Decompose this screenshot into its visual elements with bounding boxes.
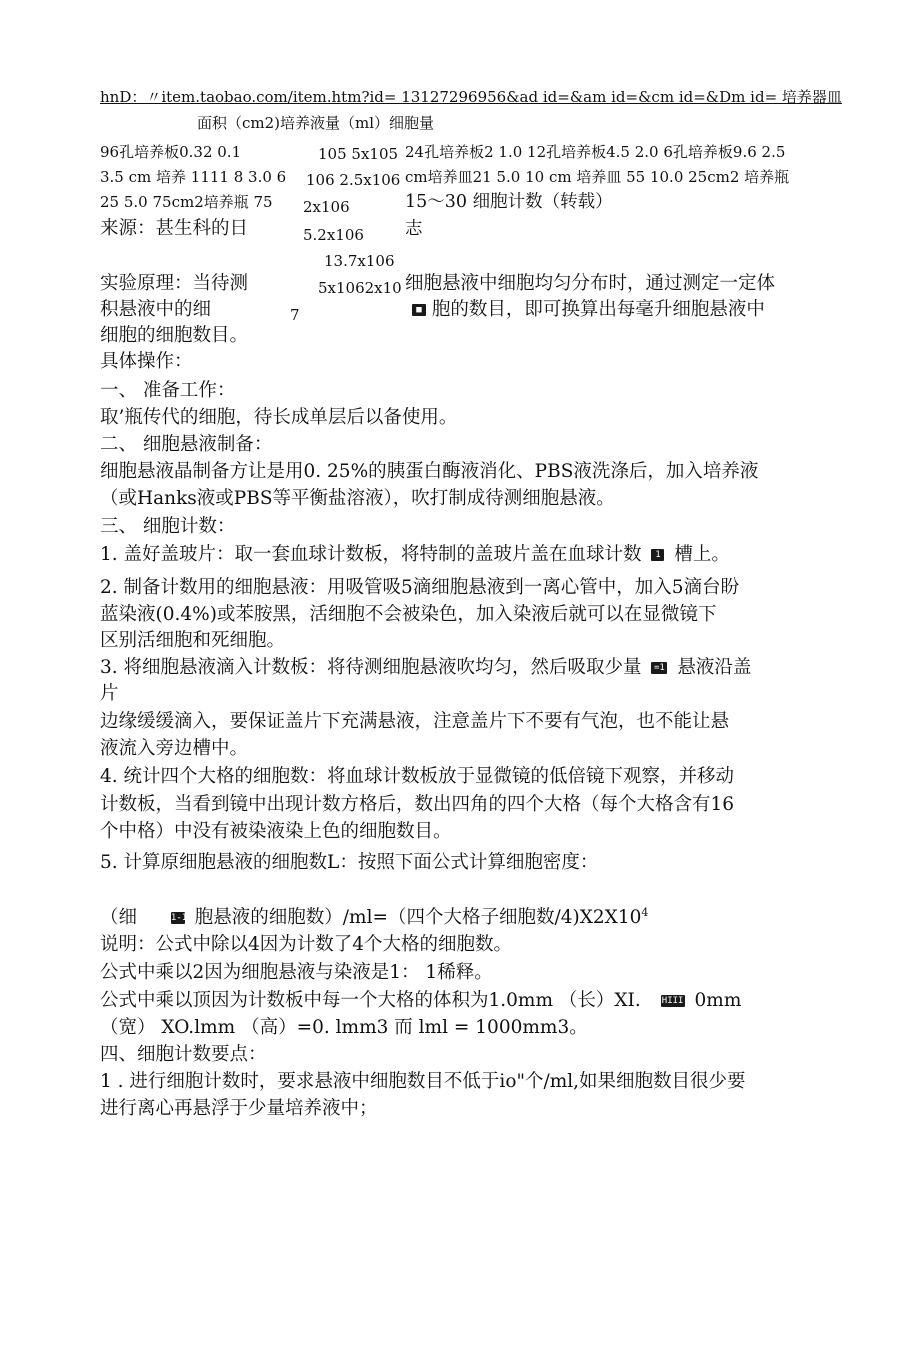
source-url-text: hnD：〃item.taobao.com/item.htm?id= 13127296956&ad id=&am id=&cm id=&Dm id= 培养器皿 — [100, 88, 842, 106]
table-cell: 2x106 — [303, 198, 350, 216]
table-cell: 3.5 cm 培养 1111 8 3.0 6 — [100, 168, 287, 186]
table-cell: 25 5.0 75cm2培养瓶 75 — [100, 193, 273, 211]
table-cell: 13.7x106 — [324, 252, 395, 270]
note: 说明：公式中除以4因为计数了4个大格的细胞数。 — [100, 934, 513, 955]
table-cell: 24孔培养板2 1.0 12孔培养板4.5 2.0 6孔培养板9.6 2.5 — [405, 143, 786, 161]
step-4: 个中格）中没有被染液染上色的细胞数目。 — [100, 821, 452, 842]
principle-text: 细胞的细胞数目。 — [100, 325, 249, 346]
step-3-text-cont: 悬液沿盖 — [677, 657, 752, 678]
step-2: 2. 制备计数用的细胞悬液：用吸管吸5滴细胞悬液到一离心管中，加入5滴台盼 — [100, 577, 740, 598]
table-cell: cm培养皿21 5.0 10 cm 培养皿 55 10.0 25cm2 培养瓶 — [405, 168, 790, 186]
table-cell: 106 2.5x106 — [306, 171, 401, 189]
note — [100, 990, 741, 1012]
note-text: 公式中乘以顶因为计数板中每一个大格的体积为1.0mm （长）XI. — [100, 990, 641, 1011]
note: 公式中乘以2因为细胞悬液与染液是1： 1稀释。 — [100, 962, 493, 983]
section-title: 15〜30 细胞计数（转载） — [405, 192, 613, 212]
glyph-artifact-icon: HIII — [661, 996, 684, 1006]
step-4: 4. 统计四个大格的细胞数：将血球计数板放于显微镜的低倍镜下观察，并移动 — [100, 766, 735, 787]
table-subheader: 面积（cm2)培养液量（ml）细胞量 — [197, 114, 435, 132]
note: （宽） XO.lmm （高）=0. lmm3 而 lml = 1000mm3。 — [100, 1017, 588, 1038]
step-3 — [100, 657, 751, 679]
formula — [100, 906, 648, 929]
table-cell: 5x1062x10 — [318, 279, 402, 297]
step-3: 液流入旁边槽中。 — [100, 738, 249, 759]
table-cell: 105 5x105 — [318, 145, 399, 163]
formula-text: （细 — [100, 907, 138, 929]
step-3: 边缘缓缓滴入，要保证盖片下充满悬液，注意盖片下不要有气泡，也不能让悬 — [100, 711, 730, 732]
table-cell: 7 — [290, 306, 300, 324]
step-1-text-cont: 槽上。 — [674, 544, 730, 565]
formula-exponent: 4 — [641, 906, 649, 919]
heading: 三、 细胞计数： — [100, 516, 236, 537]
source-label: 来源：甚生科的日 — [100, 218, 249, 239]
formula-text-cont: 胞悬液的细胞数）/ml=（四个大格子细胞数/4)X2X10 — [194, 907, 642, 929]
heading: 具体操作： — [100, 351, 193, 372]
note: 1 . 进行细胞计数时，要求悬液中细胞数目不低于io"个/ml,如果细胞数目很少要 — [100, 1071, 746, 1092]
table-cell: 志 — [405, 219, 423, 239]
table-cell: 96孔培养板0.32 0.1 — [100, 143, 242, 161]
step-2: 区别活细胞和死细胞。 — [100, 630, 286, 651]
step-3: 片 — [100, 683, 119, 704]
principle-text-cont: 胞的数目，即可换算出每毫升细胞悬液中 — [431, 299, 765, 320]
principle-text: 细胞悬液中细胞均匀分布时，通过测定一定体 — [405, 273, 776, 294]
principle-text — [412, 299, 765, 321]
heading: 一、 准备工作： — [100, 380, 236, 401]
glyph-artifact-icon: 1 — [651, 549, 664, 561]
step-1-text: 1. 盖好盖玻片：取一套血球计数板，将特制的盖玻片盖在血球计数 — [100, 544, 642, 565]
principle-text: 积悬液中的细 — [100, 299, 212, 320]
paragraph: 取’瓶传代的细胞，待长成单层后以备使用。 — [100, 407, 458, 428]
heading: 四、细胞计数要点： — [100, 1044, 267, 1065]
glyph-artifact-icon: 1-1 — [170, 913, 188, 924]
step-5: 5. 计算原细胞悬液的细胞数L：按照下面公式计算细胞密度： — [100, 852, 599, 873]
note-text-cont: 0mm — [694, 990, 742, 1011]
source-url-line — [100, 88, 842, 106]
principle-text: 实验原理：当待测 — [100, 273, 249, 294]
glyph-artifact-icon: ■ — [412, 304, 426, 316]
step-3-text: 3. 将细胞悬液滴入计数板：将待测细胞悬液吹均匀，然后吸取少量 — [100, 657, 642, 678]
heading: 二、 细胞悬液制备： — [100, 434, 273, 455]
table-cell: 5.2x106 — [303, 226, 364, 244]
paragraph: （或Hanks液或PBS等平衡盐溶液），吹打制成待测细胞悬液。 — [100, 488, 615, 509]
glyph-artifact-icon: =1 — [651, 662, 667, 674]
step-1 — [100, 544, 730, 566]
step-4: 计数板，当看到镜中出现计数方格后，数出四角的四个大格（每个大格含有16 — [100, 794, 735, 815]
paragraph: 细胞悬液晶制备方让是用0. 25%的胰蛋白酶液消化、PBS液洗涤后，加入培养液 — [100, 461, 759, 482]
note: 进行离心再悬浮于少量培养液中； — [100, 1098, 378, 1119]
step-2: 蓝染液(0.4%)或苯胺黑，活细胞不会被染色，加入染液后就可以在显微镜下 — [100, 604, 717, 625]
